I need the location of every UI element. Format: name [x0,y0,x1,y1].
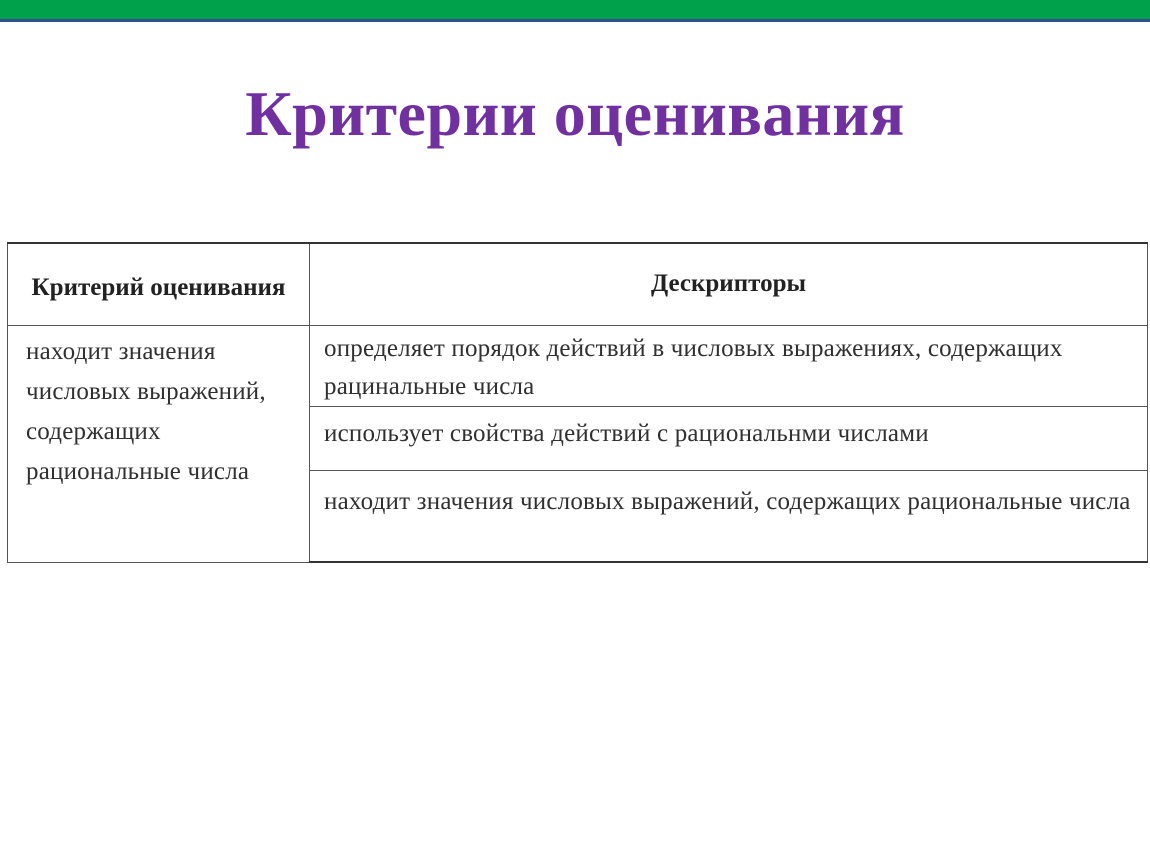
descriptor-cell: находит значения числовых выражений, содержащих рациональные числа [310,470,1148,562]
criteria-table [7,242,1148,563]
header-descriptors: Дескрипторы [310,243,1148,325]
table-row [8,325,1148,406]
descriptor-cell: использует свойства действий с рациональнми числами [310,406,1148,470]
criterion-cell: находит значения числовых выражений, содержащих рациональные числа [8,325,310,562]
table-header-row [8,243,1148,325]
descriptor-cell: определяет порядок действий в числовых выражениях, содержащих рацинальные числа [310,325,1148,406]
slide-title: Критерии оценивания [245,78,905,149]
top-accent-bar [0,0,1150,22]
header-criterion: Критерий оценивания [8,243,310,325]
